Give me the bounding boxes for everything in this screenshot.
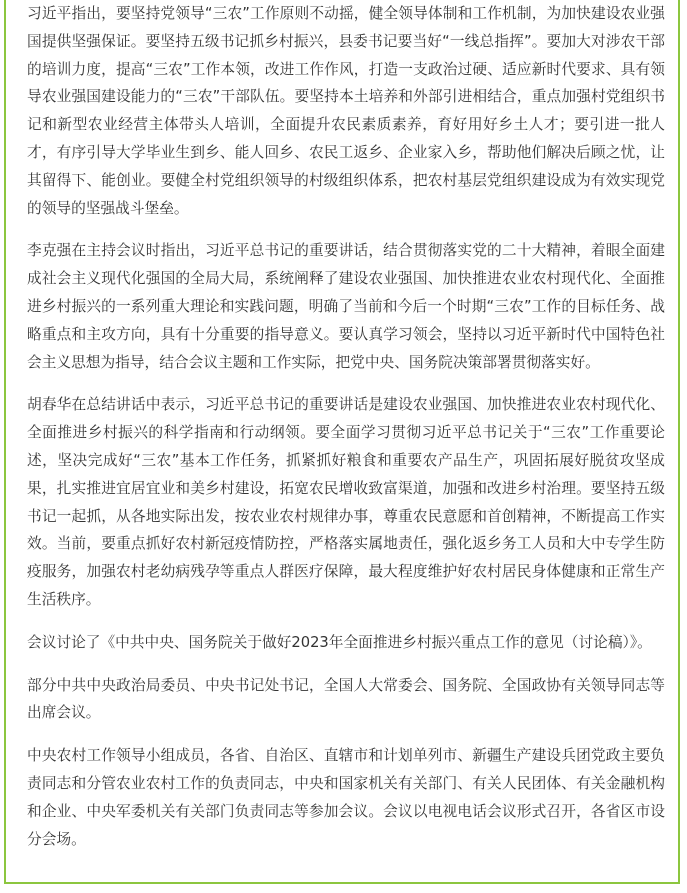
paragraph-attendees: 部分中共中央政治局委员、中央书记处书记，全国人大常委会、国务院、全国政协有关领导同志等出席会议。	[27, 676, 665, 722]
paragraph-participants: 中央农村工作领导小组成员，各省、自治区、直辖市和计划单列市、新疆生产建设兵团党政主要负责同志和分管农业农村工作的负责同志，中央和国家机关有关部门、有关人民团体、有关金融机构和企业、中央军委机关有关部门负责同志等参加会议。会议以电视电话会议形式召开，各省区市设分会场。	[27, 747, 665, 848]
article-body	[27, 0, 665, 868]
paragraph-discussion: 会议讨论了《中共中央、国务院关于做好2023年全面推进乡村振兴重点工作的意见（讨论稿）》。	[27, 633, 652, 651]
paragraph-hu-remarks: 胡春华在总结讲话中表示，习近平总书记的重要讲话是建设农业强国、加快推进农业农村现代化、全面推进乡村振兴的科学指南和行动纲领。要全面学习贯彻习近平总书记关于“三农”工作重要论述，坚决完成好“三农”基本工作任务，抓紧抓好粮食和重要农产品生产，巩固拓展好脱贫攻坚成果，扎实推进宜居宜业和美乡村建设，拓宽农民增收致富渠道，加强和改进乡村治理。要坚持五级书记一起抓，从各地实际出发，按农业农村规律办事，尊重农民意愿和首创精神，不断提高工作实效。当前，要重点抓好农村新冠疫情防控，严格落实属地责任，强化返乡务工人员和大中专学生防疫服务，加强农村老幼病残孕等重点人群医疗保障，最大程度维护好农村居民身体健康和正常生产生活秩序。	[27, 396, 665, 608]
paragraph-li-remarks: 李克强在主持会议时指出，习近平总书记的重要讲话，结合贯彻落实党的二十大精神，着眼全面建成社会主义现代化强国的全局大局，系统阐释了建设农业强国、加快推进农业农村现代化、全面推进乡村振兴的一系列重大理论和实践问题，明确了当前和今后一个时期“三农”工作的目标任务、战略重点和主攻方向，具有十分重要的指导意义。要认真学习领会，坚持以习近平新时代中国特色社会主义思想为指导，结合会议主题和工作实际，把党中央、国务院决策部署贯彻落实好。	[27, 242, 665, 371]
paragraph-xi-remarks: 习近平指出，要坚持党领导“三农”工作原则不动摇，健全领导体制和工作机制，为加快建设农业强国提供坚强保证。要坚持五级书记抓乡村振兴，县委书记要当好“一线总指挥”。要加大对涉农干部的培训力度，提高“三农”工作本领，改进工作作风，打造一支政治过硬、适应新时代要求、具有领导农业强国建设能力的“三农”干部队伍。要坚持本土培养和外部引进相结合，重点加强村党组织书记和新型农业经营主体带头人培训，全面提升农民素质素养，育好用好乡土人才；要引进一批人才，有序引导大学毕业生到乡、能人回乡、农民工返乡、企业家入乡，帮助他们解决后顾之忧，让其留得下、能创业。要健全村党组织领导的村级组织体系，把农村基层党组织建设成为有效实现党的领导的坚强战斗堡垒。	[27, 5, 665, 217]
